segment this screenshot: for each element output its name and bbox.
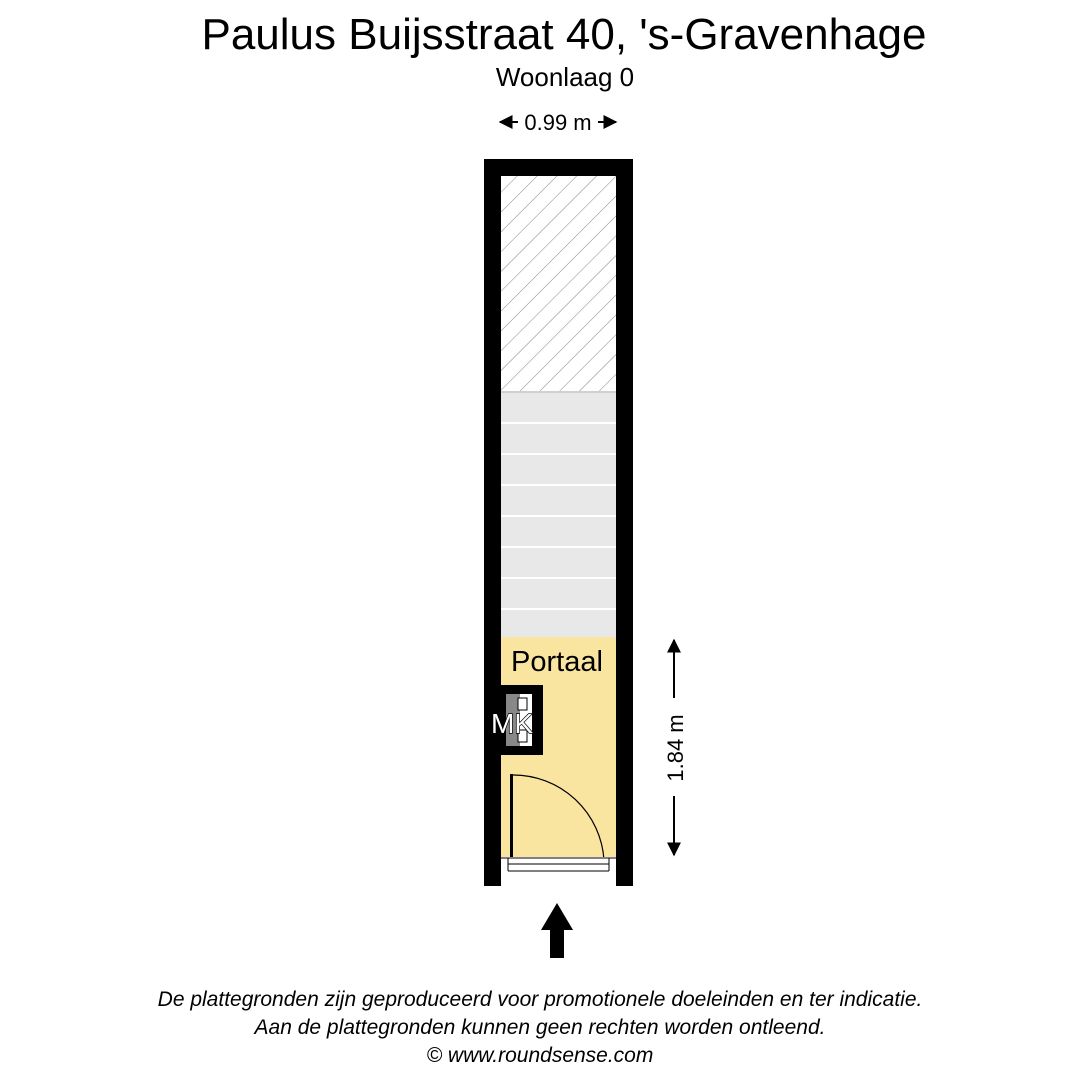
wall-bottom-left — [484, 859, 501, 886]
hatched-void — [501, 176, 616, 391]
disclaimer-line-1: De plattegronden zijn geproduceerd voor promotionele doeleinden en ter indicatie. — [157, 988, 923, 1011]
meter-cupboard-label: MK — [491, 708, 533, 739]
height-dimension — [663, 640, 688, 855]
disclaimer-line-2: Aan de plattegronden kunnen geen rechten worden ontleend. — [254, 1016, 826, 1039]
disclaimer — [0, 986, 1080, 1070]
room-label-portaal: Portaal — [511, 646, 603, 678]
staircase — [501, 391, 616, 637]
floor-label: Woonlaag 0 — [495, 62, 635, 92]
height-dimension-label: 1.84 m — [663, 714, 688, 782]
wall-left — [484, 159, 501, 886]
stair-area — [501, 391, 616, 637]
wall-top — [484, 159, 633, 176]
plan-title: Paulus Buijsstraat 40, 's-Gravenhage — [201, 10, 927, 59]
wall-bottom-right — [616, 859, 633, 886]
width-dimension — [500, 110, 616, 135]
wall-right — [616, 159, 633, 886]
width-dimension-label: 0.99 m — [524, 110, 592, 135]
entrance-arrow-icon — [541, 903, 573, 958]
copyright-link[interactable]: © www.roundsense.com — [426, 1044, 654, 1067]
